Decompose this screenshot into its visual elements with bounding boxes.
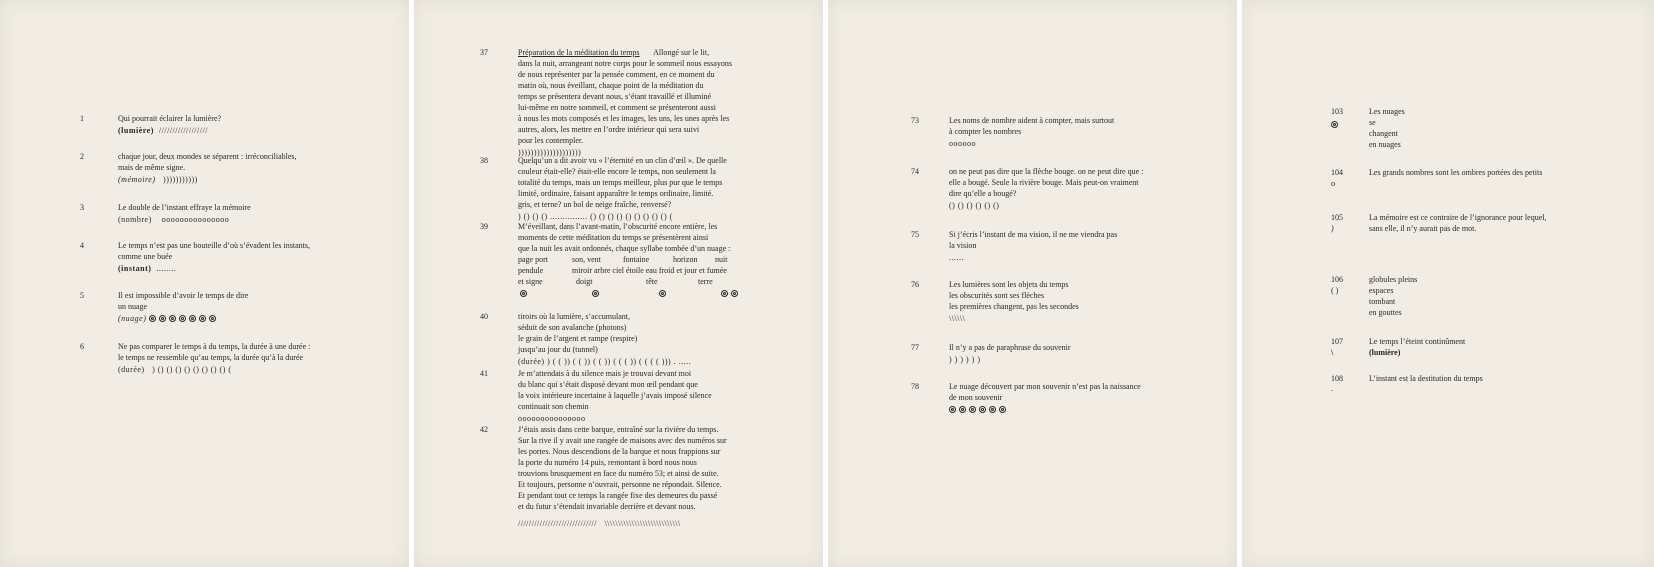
word-cell: horizon xyxy=(673,255,698,264)
entry-notation: )))))))))))))))))))) xyxy=(518,148,582,157)
entry-line: Si j’écris l’instant de ma vision, il ne me viendra pas xyxy=(949,230,1118,239)
cloud-glyph-row xyxy=(149,314,219,323)
cloud-glyph-icon xyxy=(1331,121,1338,128)
entry-line: les obscurités sont ses flèches xyxy=(949,291,1045,300)
entry-notation: ////////////////// xyxy=(158,126,208,135)
entry-line: Les grands nombres sont les ombres portées des petits xyxy=(1369,168,1543,177)
entry-number: 104 xyxy=(1331,168,1343,177)
entry-side-notation: ( ) xyxy=(1331,286,1339,295)
entry-notation: ) ) ) ) ) ) xyxy=(949,355,981,364)
cloud-glyph-icon xyxy=(969,406,976,413)
book-page-1 xyxy=(0,0,409,567)
entry-notation: ) () () () () () () () () ( xyxy=(152,365,232,374)
entry-notation: ooooooooooooooo xyxy=(161,215,230,224)
cloud-glyph-icon xyxy=(520,290,527,297)
entry-line: continuait son chemin xyxy=(518,402,589,411)
entry-line: temps se présentera devant nous, s’étant travaillé et illuminé xyxy=(518,92,712,101)
entry-line: L’instant est la destitution du temps xyxy=(1369,374,1483,383)
entry-line: trouvions brusquement en face du numéro 53; et ainsi de suite. xyxy=(518,469,719,478)
word-cell: miroir arbre ciel étoile eau froid et jour et fumée xyxy=(572,266,727,275)
entry-line: tiroirs où la lumière, s’accumulant, xyxy=(518,312,630,321)
cloud-glyph-icon xyxy=(199,315,206,322)
entry-keyword: (nuage) xyxy=(118,314,147,323)
entry-number: 76 xyxy=(911,280,919,289)
cloud-glyph-row xyxy=(1331,120,1341,129)
entry-line: La mémoire est ce contraire de l’ignorance pour lequel, xyxy=(1369,213,1547,222)
entry-line: les premières changent, pas les secondes xyxy=(949,302,1079,311)
entry-number: 38 xyxy=(480,156,488,165)
entry-line: Les lumières sont les objets du temps xyxy=(949,280,1069,289)
entry-notation: ooooooooooooooo xyxy=(518,414,586,423)
entry-line: moments de cette méditation du temps se présentèrent ainsi xyxy=(518,233,709,242)
poem-entry-73 xyxy=(911,115,1115,149)
entry-notation: \\\\\\ xyxy=(949,314,966,323)
cloud-glyph-icon xyxy=(949,406,956,413)
poem-entry-3 xyxy=(80,202,251,225)
book-page-2 xyxy=(414,0,823,567)
entry-number: 2 xyxy=(80,152,84,161)
word-cell: et signe xyxy=(518,277,543,286)
entry-line: que la nuit les avait ordonnés, chaque syllabe tombée d’un nuage : xyxy=(518,244,731,253)
cloud-glyph-icon xyxy=(731,290,738,297)
cloud-glyph-icon xyxy=(149,315,156,322)
entry-line: dans la nuit, arrangeant notre corps pour le sommeil nous essayons xyxy=(518,59,732,68)
entry-number: 42 xyxy=(480,425,488,434)
entry-line: Le nuage découvert par mon souvenir n’est pas la naissance xyxy=(949,382,1141,391)
word-cell: terre xyxy=(698,277,713,286)
poem-entry-40 xyxy=(480,311,692,367)
word-cell: tête xyxy=(646,277,658,286)
entry-line: mais de même signe. xyxy=(118,163,186,172)
entry-line: espaces xyxy=(1369,286,1394,295)
entry-line: du blanc qui s’était disposé devant mon œil pendant que xyxy=(518,380,698,389)
entry-line: Il est impossible d’avoir le temps de dire xyxy=(118,291,249,300)
entry-number: 37 xyxy=(480,48,488,57)
poem-entry-108 xyxy=(1331,373,1483,393)
entry-line: lui-même en notre sommeil, et comment se présenteront aussi xyxy=(518,103,716,112)
word-grid-row xyxy=(518,276,741,287)
entry-line: comme une buée xyxy=(118,252,173,261)
entry-line: Quelqu’un a dit avoir vu « l’éternité en un clin d’œil ». De quelle xyxy=(518,156,727,165)
entry-number: 78 xyxy=(911,382,919,391)
poem-entry-75 xyxy=(911,229,1118,263)
entry-line: en gouttes xyxy=(1369,308,1402,317)
entry-line: la voix intérieure incertaine à laquelle j’avais imposé silence xyxy=(518,391,712,400)
cloud-glyph-icon xyxy=(169,315,176,322)
word-cell: fontaine xyxy=(623,255,650,264)
entry-number: 75 xyxy=(911,230,919,239)
poem-entry-2 xyxy=(80,151,297,185)
entry-line: totalité du temps, mais un temps meilleur, plus pur que le temps xyxy=(518,178,723,187)
entry-keyword: (mémoire) xyxy=(118,175,156,184)
entry-line: chaque jour, deux mondes se séparent : irréconciliables, xyxy=(118,152,297,161)
poem-entry-78 xyxy=(911,381,1141,415)
entry-number: 74 xyxy=(911,167,919,176)
entry-notation: ))))))))))) xyxy=(163,175,198,184)
word-grid-row xyxy=(518,254,741,265)
entry-number: 39 xyxy=(480,222,488,231)
cloud-glyph-icon xyxy=(592,290,599,297)
cloud-glyph-icon xyxy=(999,406,1006,413)
word-cell: nuit xyxy=(715,255,728,264)
cloud-glyph-icon xyxy=(721,290,728,297)
entry-line: de mon souvenir xyxy=(949,393,1003,402)
cloud-glyph-icon xyxy=(189,315,196,322)
entry-side-notation: . xyxy=(1331,384,1333,393)
poem-entry-77 xyxy=(911,342,1071,365)
entry-keyword: (lumière) xyxy=(118,126,154,135)
entry-number: 103 xyxy=(1331,107,1343,116)
entry-side-notation: ) xyxy=(1331,224,1334,233)
entry-side-notation: \ xyxy=(1331,348,1334,357)
entry-number: 1 xyxy=(80,114,84,123)
entry-line: le temps ne ressemble qu’au temps, la durée qu’à la durée xyxy=(118,353,304,362)
entry-line: en nuages xyxy=(1369,140,1401,149)
poem-entry-5 xyxy=(80,290,249,324)
entry-line: Je m’attendais à du silence mais je trouvai devant moi xyxy=(518,369,692,378)
entry-keyword: (durée) xyxy=(118,365,145,374)
entry-number: 40 xyxy=(480,312,488,321)
entry-line: elle a bougé. Seule la rivière bouge. Mais peut-on vraiment xyxy=(949,178,1139,187)
entry-notation: () () () () () () xyxy=(949,201,1000,210)
entry-number: 106 xyxy=(1331,275,1343,284)
entry-number: 73 xyxy=(911,116,919,125)
word-cell: page port xyxy=(518,255,548,264)
entry-line: Le temps n’est pas une bouteille d’où s’évadent les instants, xyxy=(118,241,310,250)
entry-line: de nous représenter par la pensée comment, en ce moment du xyxy=(518,70,715,79)
entry-number: 41 xyxy=(480,369,488,378)
entry-title: Préparation de la méditation du temps xyxy=(518,48,640,57)
poem-entry-104 xyxy=(1331,167,1543,188)
word-cell: pendule xyxy=(518,266,544,275)
entry-number: 105 xyxy=(1331,213,1343,222)
entry-line: la porte du numéro 14 puis, remontant à bord nous nous xyxy=(518,458,697,467)
poem-entry-37 xyxy=(480,47,732,158)
entry-number: 5 xyxy=(80,291,84,300)
word-cell: son, vent xyxy=(572,255,601,264)
entry-line: Et pendant tout ce temps la rangée fixe des demeures du passé xyxy=(518,491,718,500)
entry-line: Ne pas comparer le temps à du temps, la durée à une durée : xyxy=(118,342,311,351)
entry-line: Qui pourrait éclairer la lumière? xyxy=(118,114,222,123)
poem-entry-39 xyxy=(480,221,741,299)
cloud-glyph-icon xyxy=(989,406,996,413)
entry-line: tombant xyxy=(1369,297,1396,306)
entry-line: la vision xyxy=(949,241,977,250)
entry-notation: ///////////////////////////// \\\\\\\\\\\\\\\\\\\\\\\\\\\\ xyxy=(518,519,681,528)
entry-line: pour les contempler. xyxy=(518,136,584,145)
entry-line: Il n’y a pas de paraphrase du souvenir xyxy=(949,343,1071,352)
poem-entry-4 xyxy=(80,240,310,274)
book-page-4 xyxy=(1242,0,1654,567)
entry-line: le grain de l’argent et rampe (respire) xyxy=(518,334,638,343)
entry-number: 6 xyxy=(80,342,84,351)
poem-entry-106 xyxy=(1331,274,1418,318)
entry-number: 3 xyxy=(80,203,84,212)
poem-entry-74 xyxy=(911,166,1144,211)
cloud-glyph-icon xyxy=(959,406,966,413)
book-page-3 xyxy=(828,0,1237,567)
entry-line: à nous les mots composés et les images, les uns, les unes après les xyxy=(518,114,730,123)
entry-line: Les noms de nombre aident à compter, mais surtout xyxy=(949,116,1115,125)
entry-line: autres, alors, les mettre en l’ordre intérieur qui sera suivi xyxy=(518,125,700,134)
word-cell: doigt xyxy=(576,277,593,286)
entry-line: changent xyxy=(1369,129,1398,138)
entry-line: Allongé sur le lit, xyxy=(653,48,710,57)
poem-entry-76 xyxy=(911,279,1079,324)
entry-line: un nuage xyxy=(118,302,148,311)
entry-line: J’étais assis dans cette barque, entraîné sur la rivière du temps. xyxy=(518,425,719,434)
poem-entry-103 xyxy=(1331,106,1405,150)
cloud-glyph-icon xyxy=(659,290,666,297)
poem-entry-41 xyxy=(480,368,712,424)
entry-line: Le double de l’instant effraye la mémoire xyxy=(118,203,251,212)
entry-keyword: (nombre) xyxy=(118,215,152,224)
cloud-glyph-row xyxy=(949,405,1009,414)
entry-line: et du futur s’étendait invariable derrière et devant nous. xyxy=(518,502,696,511)
cloud-glyph-icon xyxy=(159,315,166,322)
entry-line: M’éveillant, dans l’avant-matin, l’obscurité encore entière, les xyxy=(518,222,718,231)
poem-entry-6 xyxy=(80,341,311,375)
entry-line: jusqu’au jour du (tunnel) xyxy=(518,345,598,354)
entry-line: Les nuages xyxy=(1369,107,1405,116)
entry-keyword: (lumière) xyxy=(1369,348,1401,357)
entry-line: couleur était-elle? était-elle encore le temps, non seulement la xyxy=(518,167,716,176)
cloud-glyph-row xyxy=(518,288,741,299)
poem-entry-107 xyxy=(1331,336,1466,358)
entry-notation: ...... xyxy=(949,253,964,262)
entry-line: sans elle, il n’y aurait pas de mot. xyxy=(1369,224,1477,233)
entry-line: Et toujours, personne n’ouvrait, personne ne répondait. Silence. xyxy=(518,480,722,489)
cloud-glyph-icon xyxy=(979,406,986,413)
entry-line: matin où, nous éveillant, chaque point de la méditation du xyxy=(518,81,704,90)
entry-line: à compter les nombres xyxy=(949,127,1022,136)
word-grid-row xyxy=(518,265,741,276)
cloud-glyph-icon xyxy=(179,315,186,322)
entry-notation: ........ xyxy=(156,264,177,273)
entry-notation: (durée) ) ( ( )) ( ( )) ( ( )) ( ( ( )) ( ( ( ( ))) . ..... xyxy=(518,357,692,366)
entry-line: gris, et terne? un bol de neige fraîche, renversé? xyxy=(518,200,672,209)
entry-number: 107 xyxy=(1331,337,1343,346)
poem-entry-42 xyxy=(480,424,727,529)
entry-line: globules pleins xyxy=(1369,275,1418,284)
entry-line: les portes. Nous descendions de la barque et nous frappions sur xyxy=(518,447,721,456)
entry-line: séduit de son avalanche (photons) xyxy=(518,323,627,332)
entry-line: limité, ordinaire, faisant apparaître le temps ordinaire, limité. xyxy=(518,189,714,198)
poem-entry-105 xyxy=(1331,212,1547,234)
entry-keyword: (instant) xyxy=(118,264,152,273)
entry-line: se xyxy=(1369,118,1376,127)
entry-line: Sur la rive il y avait une rangée de maisons avec des numéros sur xyxy=(518,436,727,445)
entry-number: 4 xyxy=(80,241,84,250)
entry-line: on ne peut pas dire que la flèche bouge. on ne peut dire que : xyxy=(949,167,1144,176)
poem-entry-1 xyxy=(80,113,222,136)
entry-notation: oooooo xyxy=(949,139,976,148)
entry-line: Le temps l’éteint continûment xyxy=(1369,337,1466,346)
entry-side-notation: o xyxy=(1331,179,1335,188)
cloud-glyph-icon xyxy=(209,315,216,322)
entry-number: 108 xyxy=(1331,374,1343,383)
entry-line: dire qu’elle a bougé? xyxy=(949,189,1017,198)
entry-number: 77 xyxy=(911,343,919,352)
entry-notation: ) () () () ............... () () () () () () () () () ( xyxy=(518,212,673,221)
poem-entry-38 xyxy=(480,155,727,222)
